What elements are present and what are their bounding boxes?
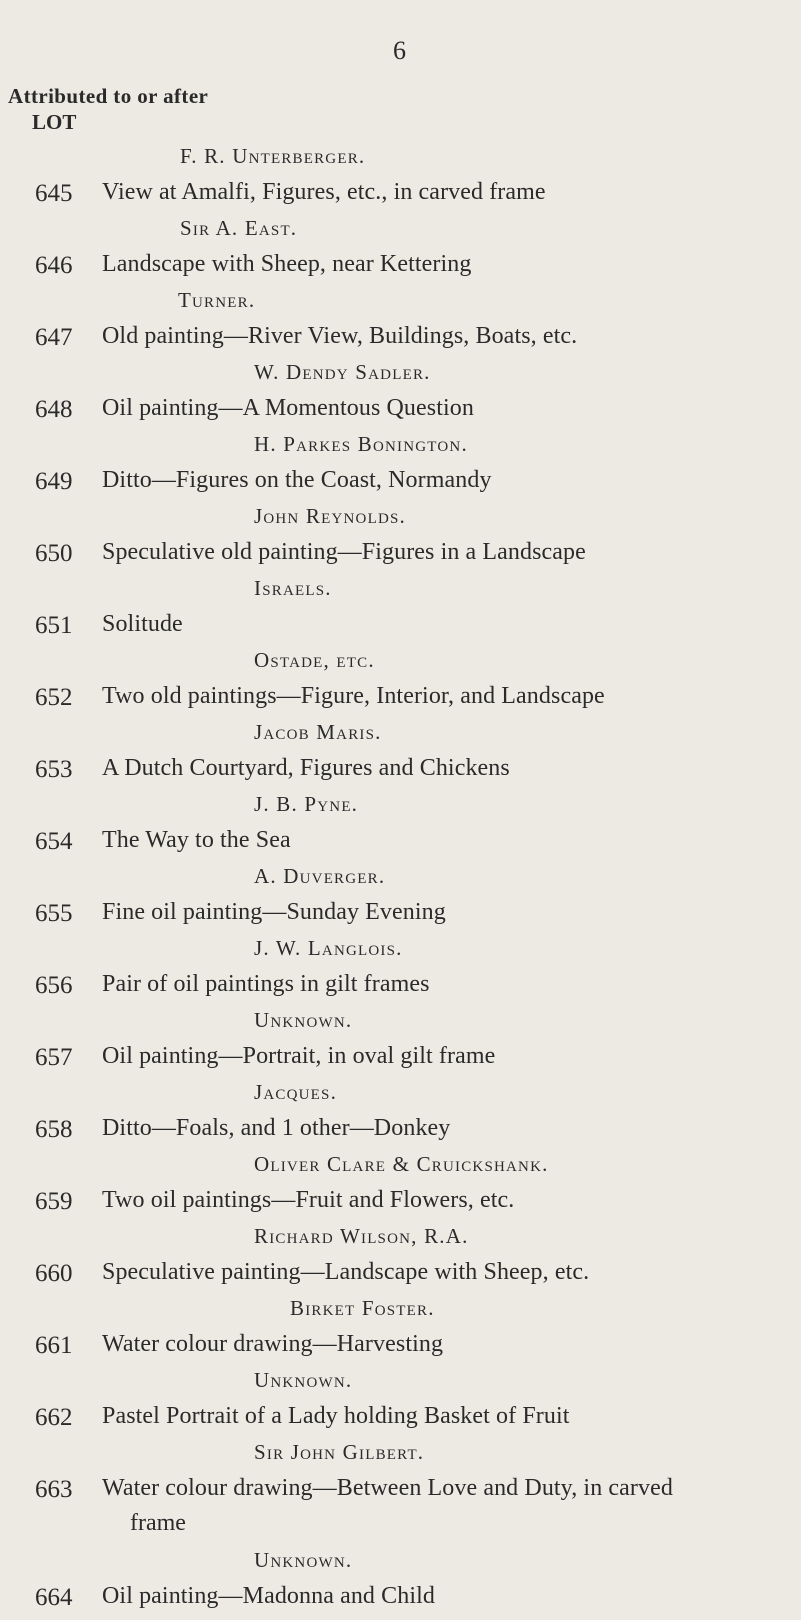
lot-entry [0, 144, 801, 216]
lot-artist: Ostade, etc. [254, 648, 375, 672]
lot-number: 651 [35, 612, 73, 639]
lot-number: 647 [35, 324, 73, 351]
lot-number: 654 [35, 828, 73, 855]
lot-artist: Unknown. [254, 1548, 353, 1572]
lot-number: 650 [35, 540, 73, 567]
lot-description: Water colour drawing—Between Love and Duty, in carved [102, 1475, 673, 1501]
lot-description: View at Amalfi, Figures, etc., in carved frame [102, 179, 546, 205]
lot-entry [0, 360, 801, 432]
lot-entry [0, 216, 801, 288]
lot-description: Pair of oil paintings in gilt frames [102, 971, 430, 997]
lot-artist: Sir A. East. [180, 216, 298, 240]
lot-description: A Dutch Courtyard, Figures and Chickens [102, 755, 510, 781]
lot-artist: Sir John Gilbert. [254, 1440, 425, 1464]
lot-number: 646 [35, 252, 73, 279]
lot-description: Speculative painting—Landscape with Sheep, etc. [102, 1259, 590, 1285]
lot-description: Water colour drawing—Harvesting [102, 1331, 444, 1357]
lot-description: Speculative old painting—Figures in a Landscape [102, 539, 586, 565]
lot-artist: Jacques. [254, 1080, 338, 1104]
lot-description: Ditto—Figures on the Coast, Normandy [102, 467, 492, 493]
lot-entry [0, 1440, 801, 1536]
lot-number: 645 [35, 180, 73, 207]
lot-entry [0, 1152, 801, 1224]
lot-number: 663 [35, 1476, 73, 1503]
lot-description-continuation: frame [130, 1510, 186, 1536]
lot-number: 658 [35, 1116, 73, 1143]
lot-number: 662 [35, 1404, 73, 1431]
lot-description: Oil painting—Portrait, in oval gilt frame [102, 1043, 496, 1069]
lot-entry [0, 792, 801, 864]
lot-number: 653 [35, 756, 73, 783]
lot-entry [0, 504, 801, 576]
lot-entry [0, 720, 801, 792]
lot-entry [0, 648, 801, 720]
lot-artist: J. W. Langlois. [254, 936, 403, 960]
lot-number: 659 [35, 1188, 73, 1215]
lot-entry [0, 576, 801, 648]
lot-entry [0, 936, 801, 1008]
lot-entry [0, 1080, 801, 1152]
lot-artist: Birket Foster. [290, 1296, 435, 1320]
lot-number: 664 [35, 1584, 73, 1611]
lot-description: The Way to the Sea [102, 827, 291, 853]
lot-number: 656 [35, 972, 73, 999]
lot-description: Old painting—River View, Buildings, Boats, etc. [102, 323, 578, 349]
section-heading: Attributed to or after [8, 84, 209, 108]
lot-entry [0, 1368, 801, 1440]
lot-artist: H. Parkes Bonington. [254, 432, 468, 456]
lot-description: Solitude [102, 611, 183, 637]
lot-number: 657 [35, 1044, 73, 1071]
lot-artist: Israels. [254, 576, 332, 600]
lot-artist: F. R. Unterberger. [180, 144, 366, 168]
lot-description: Ditto—Foals, and 1 other—Donkey [102, 1115, 451, 1141]
lot-artist: W. Dendy Sadler. [254, 360, 431, 384]
lot-artist: Unknown. [254, 1368, 353, 1392]
lot-number: 655 [35, 900, 73, 927]
page-number: 6 [393, 36, 406, 65]
lot-description: Two old paintings—Figure, Interior, and Landscape [102, 683, 605, 709]
lot-entry [0, 1548, 801, 1620]
lot-artist: Jacob Maris. [254, 720, 382, 744]
lot-entry [0, 288, 801, 360]
lot-artist: Turner. [178, 288, 256, 312]
lot-number: 649 [35, 468, 73, 495]
lot-entry [0, 1224, 801, 1296]
lot-description: Landscape with Sheep, near Kettering [102, 251, 472, 277]
lot-number: 661 [35, 1332, 73, 1359]
lot-artist: J. B. Pyne. [254, 792, 359, 816]
lot-list [0, 144, 801, 1611]
lot-entry [0, 864, 801, 936]
lot-description: Pastel Portrait of a Lady holding Basket of Fruit [102, 1403, 570, 1429]
lot-description: Two oil paintings—Fruit and Flowers, etc. [102, 1187, 515, 1213]
lot-number: 652 [35, 684, 73, 711]
lot-number: 648 [35, 396, 73, 423]
lot-description: Oil painting—Madonna and Child [102, 1583, 435, 1609]
lot-artist: Oliver Clare & Cruickshank. [254, 1152, 549, 1176]
lot-column-label: LOT [32, 110, 77, 134]
lot-number: 660 [35, 1260, 73, 1287]
lot-description: Oil painting—A Momentous Question [102, 395, 474, 421]
lot-entry [0, 432, 801, 504]
lot-entry [0, 1008, 801, 1080]
lot-artist: John Reynolds. [254, 504, 406, 528]
lot-artist: Richard Wilson, R.A. [254, 1224, 469, 1248]
lot-artist: Unknown. [254, 1008, 353, 1032]
lot-artist: A. Duverger. [254, 864, 386, 888]
lot-description: Fine oil painting—Sunday Evening [102, 899, 446, 925]
